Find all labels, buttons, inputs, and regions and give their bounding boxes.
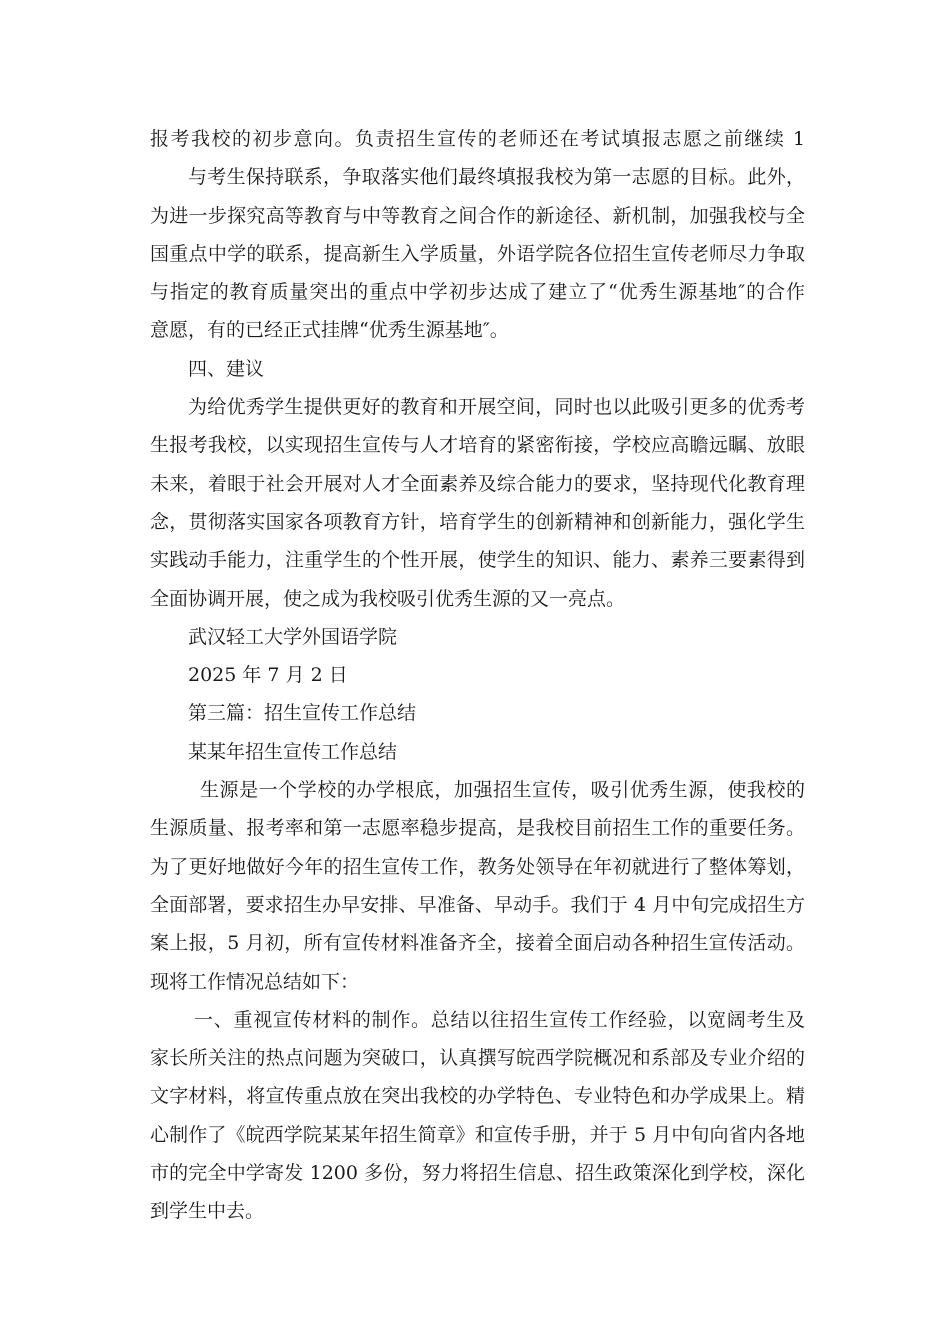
text-line: 与指定的教育质量突出的重点中学初步达成了建立了“优秀生源基地″的合作 [150, 281, 805, 304]
text-line: 为进一步探究高等教育与中等教育之间合作的新途径、新机制，加强我校与全 [150, 204, 805, 227]
text-line: 与考生保持联系，争取落实他们最终填报我校为第一志愿的目标。此外， [188, 166, 805, 189]
text-line: 现将工作情况总结如下： [150, 970, 360, 993]
part-heading: 第三篇：招生宣传工作总结 [188, 702, 417, 725]
article-title: 某某年招生宣传工作总结 [188, 740, 398, 763]
text-line: 国重点中学的联系，提高新生入学质量，外语学院各位招生宣传老师尽力争取 [150, 242, 805, 265]
text-line: 案上报，5 月初，所有宣传材料准备齐全，接着全面启动各种招生宣传活动。 [150, 932, 805, 955]
signature-date: 2025 年 7 月 2 日 [188, 664, 348, 687]
text-line: 为了更好地做好今年的招生宣传工作，教务处领导在年初就进行了整体筹划， [150, 855, 805, 878]
text-line: 到学生中去。 [150, 1200, 265, 1223]
text-line: 一、重视宣传材料的制作。总结以往招生宣传工作经验，以宽阔考生及 [194, 1008, 805, 1031]
text-line: 生报考我校，以实现招生宣传与人才培育的紧密衔接，学校应高瞻远瞩、放眼 [150, 434, 805, 457]
text-line: 心制作了《皖西学院某某年招生简章》和宣传手册，并于 5 月中旬向省内各地 [150, 1123, 805, 1146]
signature-org: 武汉轻工大学外国语学院 [188, 625, 398, 648]
text-line: 全面协调开展，使之成为我校吸引优秀生源的又一亮点。 [150, 587, 626, 610]
document-body [150, 120, 805, 1231]
text-line: 念，贯彻落实国家各项教育方针，培育学生的创新精神和创新能力，强化学生 [150, 510, 805, 533]
text-line: 生源质量、报考率和第一志愿率稳步提高，是我校目前招生工作的重要任务。 [150, 817, 805, 840]
section-heading: 四、建议 [188, 357, 265, 380]
text-line: 市的完全中学寄发 1200 多份，努力将招生信息、招生政策深化到学校，深化 [150, 1162, 805, 1185]
text-line: 意愿，有的已经正式挂牌“优秀生源基地″。 [150, 319, 509, 342]
text-line: 报考我校的初步意向。负责招生宣传的老师还在考试填报志愿之前继续 1 [150, 128, 805, 150]
text-line: 实践动手能力，注重学生的个性开展，使学生的知识、能力、素养三要素得到 [150, 549, 805, 572]
text-line: 文字材料，将宣传重点放在突出我校的办学特色、专业特色和办学成果上。精 [150, 1085, 805, 1108]
text-line: 全面部署，要求招生办早安排、早准备、早动手。我们于 4 月中旬完成招生方 [150, 893, 805, 916]
text-line: 为给优秀学生提供更好的教育和开展空间，同时也以此吸引更多的优秀考 [188, 396, 805, 419]
text-line: 家长所关注的热点问题为突破口，认真撰写皖西学院概况和系部及专业介绍的 [150, 1047, 805, 1070]
text-line: 生源是一个学校的办学根底，加强招生宣传，吸引优秀生源，使我校的 [200, 779, 805, 802]
text-line: 未来，着眼于社会开展对人才全面素养及综合能力的要求，坚持现代化教育理 [150, 472, 805, 495]
